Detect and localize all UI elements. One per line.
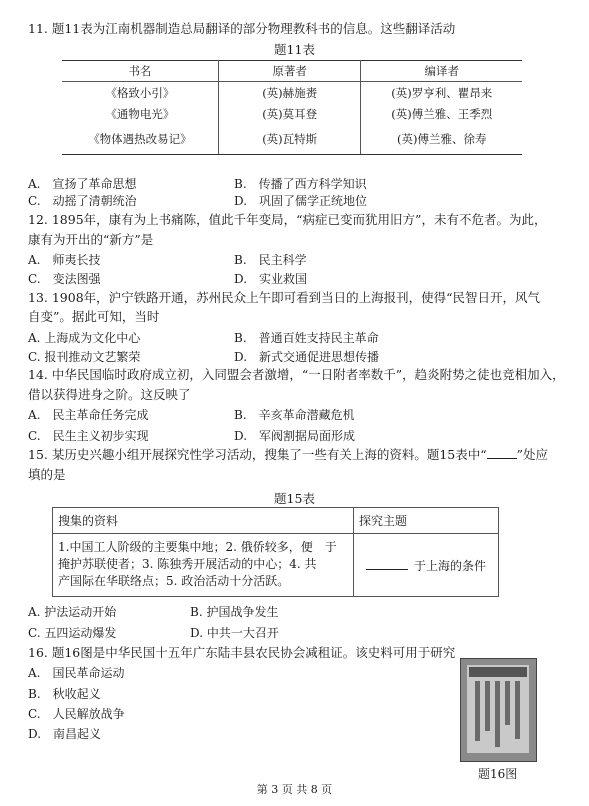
q14-option-a: A. 民主革命任务完成 xyxy=(28,408,149,422)
table-row xyxy=(53,508,499,534)
q11-table-header-row xyxy=(62,61,522,82)
q13-option-c: C. 报刊推动文艺繁荣 xyxy=(28,350,141,364)
table-cell: (英)罗亨利、瞿昂来 xyxy=(361,82,522,104)
table-row xyxy=(62,124,522,155)
q16-option-b: B. 秋收起义 xyxy=(28,687,101,701)
q15-theme-cell xyxy=(354,534,499,597)
q12-option-b: B. 民主科学 xyxy=(234,253,307,267)
q16-option-d: D. 南昌起义 xyxy=(28,727,102,741)
q11-header-author: 原著者 xyxy=(218,61,361,82)
q15-material-cell xyxy=(53,534,354,597)
q15-answer-blank xyxy=(487,448,517,459)
table-cell: (英)莫耳登 xyxy=(218,103,361,124)
certificate-text-column xyxy=(505,681,510,725)
q11-table xyxy=(62,60,522,155)
q14-option-c: C. 民生主义初步实现 xyxy=(28,429,149,443)
q11-option-a: A. 宣扬了革命思想 xyxy=(28,177,137,191)
q15-material-line: 1.中国工人阶级的主要集中地；2. 俄侨较多，便 于 xyxy=(58,540,337,554)
q11-header-translator: 编译者 xyxy=(361,61,522,82)
q15-table xyxy=(52,507,499,597)
certificate-text-column xyxy=(485,681,490,731)
certificate-text-column xyxy=(495,681,500,747)
q15-option-c: C. 五四运动爆发 xyxy=(28,626,117,640)
q11-option-d: D. 巩固了儒学正统地位 xyxy=(234,194,368,208)
page-footer: 第 3 页 共 8 页 xyxy=(256,783,333,796)
table-row xyxy=(53,534,499,597)
q14-option-d: D. 军阀割据局面形成 xyxy=(234,429,356,443)
q12-option-d: D. 实业救国 xyxy=(234,272,308,286)
q13-option-a: A. 上海成为文化中心 xyxy=(28,331,141,345)
rent-reduction-certificate-image xyxy=(460,658,537,762)
q16-option-a: A. 国民革命运动 xyxy=(28,666,125,680)
q11-option-c: C. 动摇了清朝统治 xyxy=(28,194,137,208)
q13-option-b: B. 普通百姓支持民主革命 xyxy=(234,331,379,345)
q16-option-c: C. 人民解放战争 xyxy=(28,707,125,721)
q16-figure-caption: 题16图 xyxy=(478,767,518,781)
table-cell: (英)赫施赉 xyxy=(218,82,361,104)
q13-stem-line1: 13. 1908年，沪宁铁路开通，苏州民众上午即可看到当日的上海报刊，使得“民智日开，风气 xyxy=(28,290,541,305)
q16-stem: 16. 题16图是中华民国十五年广东陆丰县农民协会减租证。该史料可用于研究 xyxy=(28,645,456,660)
table-cell: 《物体遇热改易记》 xyxy=(62,124,218,155)
certificate-text-column xyxy=(475,681,480,741)
q15-stem-part1: 15. 某历史兴趣小组开展探究性学习活动，搜集了一些有关上海的资料。题15表中“ xyxy=(28,447,487,462)
table-cell: (英)瓦特斯 xyxy=(218,124,361,155)
q15-theme-blank xyxy=(366,563,408,570)
table-row xyxy=(62,82,522,104)
certificate-heading-block xyxy=(469,667,527,677)
q11-header-book: 书名 xyxy=(62,61,218,82)
q15-option-a: A. 护法运动开始 xyxy=(28,605,117,619)
table-cell: 《格致小引》 xyxy=(62,82,218,104)
table-cell: (英)傅兰雅、王季烈 xyxy=(361,103,522,124)
q15-option-b: B. 护国战争发生 xyxy=(190,605,279,619)
q12-stem-line1: 12. 1895年，康有为上书痛陈，值此千年变局，“病症已变而犹用旧方”，未有不危者。为此， xyxy=(28,212,547,227)
certificate-text-column xyxy=(515,681,520,739)
q12-option-a: A. 师夷长技 xyxy=(28,253,101,267)
q15-stem-part2: ”处应 xyxy=(516,447,549,462)
q15-stem-line1 xyxy=(28,447,548,463)
q14-stem-line2: 借以获得进身之阶。这反映了 xyxy=(28,387,191,402)
q15-option-d: D. 中共一大召开 xyxy=(190,626,279,640)
q12-option-c: C. 变法图强 xyxy=(28,272,101,286)
table-cell: (英)傅兰雅、徐寿 xyxy=(361,124,522,155)
q15-table-title: 题15表 xyxy=(274,491,315,506)
q15-material-line: 产国际在华联络点；5. 政治活动十分活跃。 xyxy=(58,574,290,588)
q11-table-title: 题11表 xyxy=(274,42,315,57)
q12-stem-line2: 康有为开出的“新方”是 xyxy=(28,232,154,247)
q14-option-b: B. 辛亥革命潜藏危机 xyxy=(234,408,355,422)
table-row xyxy=(62,103,522,124)
q11-option-b: B. 传播了西方科学知识 xyxy=(234,177,367,191)
q13-stem-line2: 自变”。据此可知，当时 xyxy=(28,309,160,324)
q15-theme-suffix: 于上海的条件 xyxy=(413,558,486,573)
q15-header-material: 搜集的资料 xyxy=(53,508,354,534)
q15-stem-line2: 填的是 xyxy=(28,467,66,482)
q15-header-theme: 探究主题 xyxy=(354,508,499,534)
q14-stem-line1: 14. 中华民国临时政府成立初，入同盟会者激增，“一日附者率数千”，趋炎附势之徒也竞相加入， xyxy=(28,367,565,382)
q13-option-d: D. 新式交通促进思想传播 xyxy=(234,350,380,364)
q15-material-line: 掩护苏联使者；3. 陈独秀开展活动的中心；4. 共 xyxy=(58,557,317,571)
table-cell: 《通物电光》 xyxy=(62,103,218,124)
q11-stem: 11. 题11表为江南机器制造总局翻译的部分物理教科书的信息。这些翻译活动 xyxy=(28,21,456,36)
